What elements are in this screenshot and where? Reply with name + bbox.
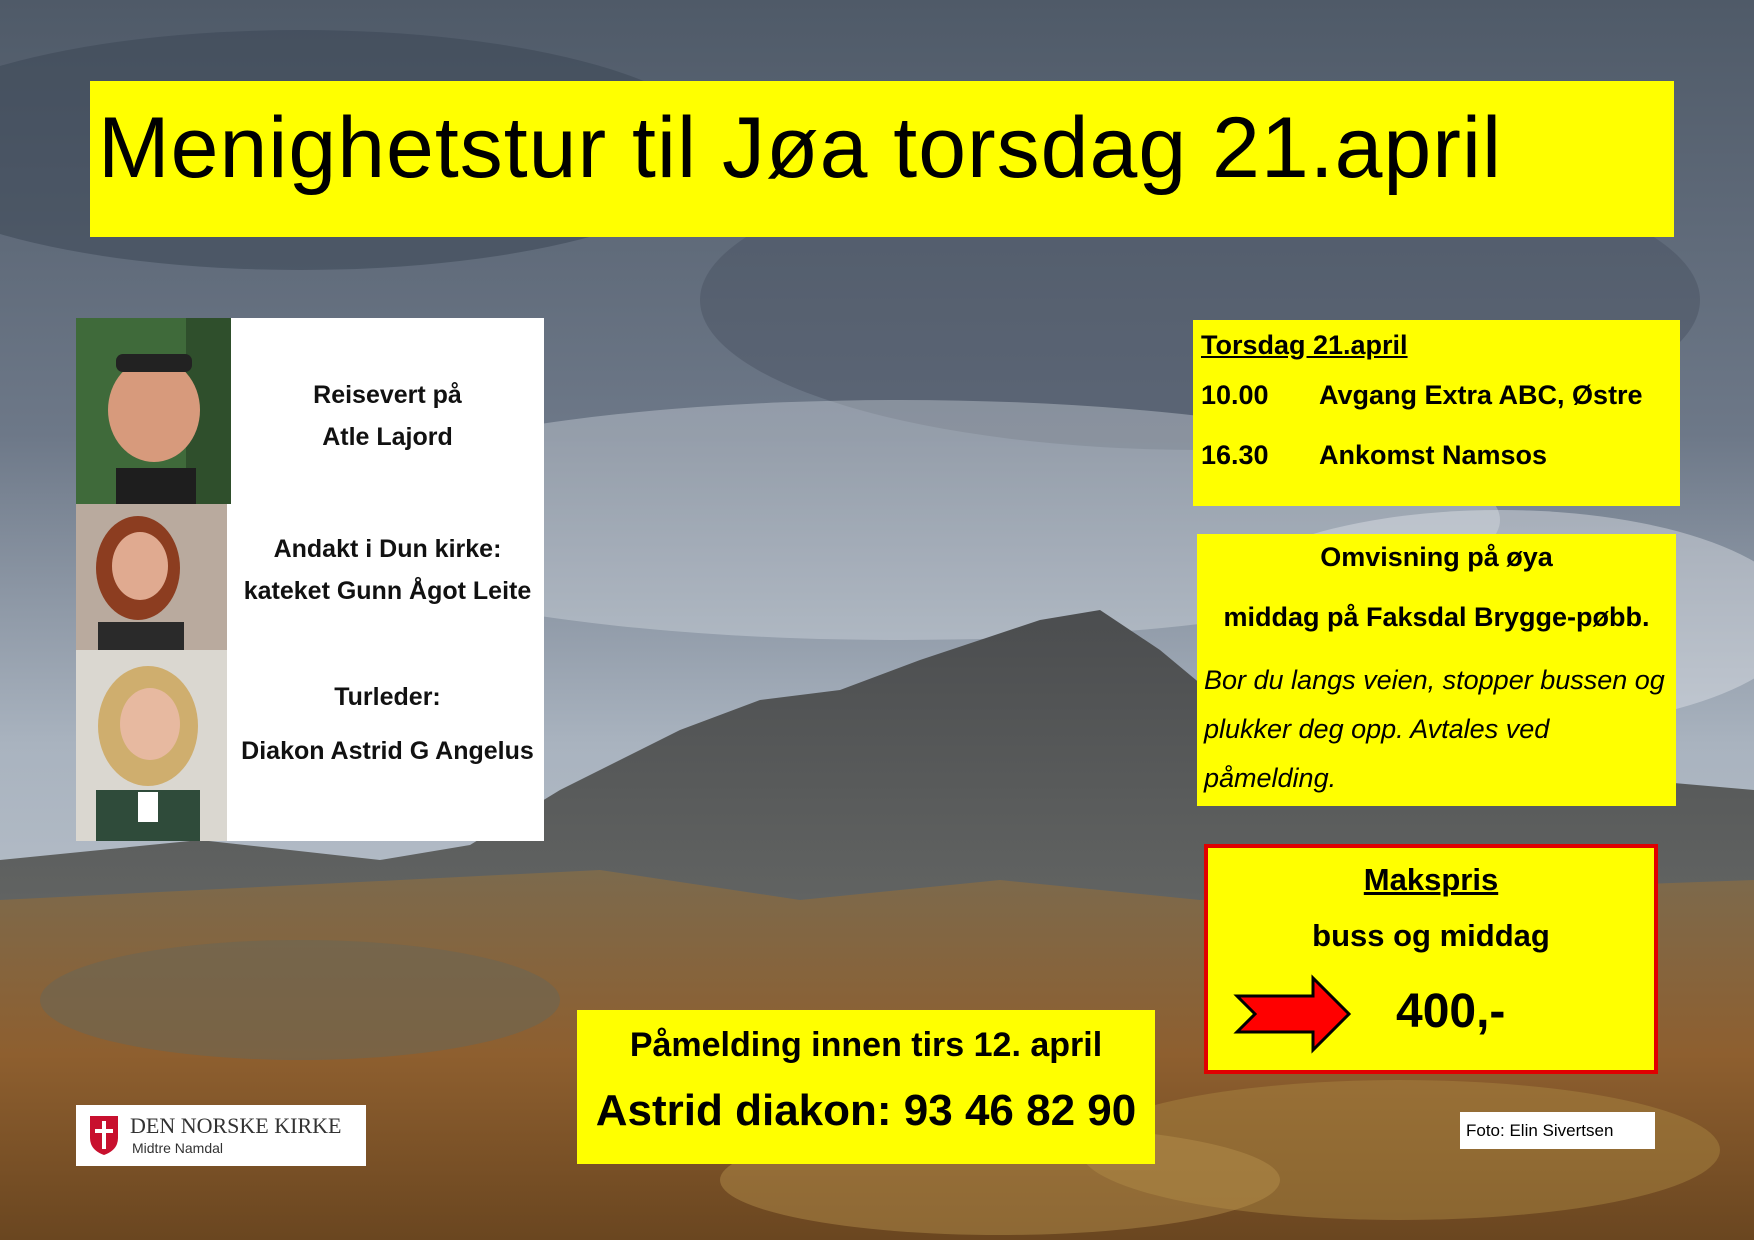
person-leader bbox=[76, 650, 544, 841]
info-tour: Omvisning på øya bbox=[1320, 542, 1553, 572]
info-box bbox=[1197, 534, 1676, 806]
schedule-row bbox=[1201, 440, 1547, 471]
devotion-name: kateket Gunn Ågot Leite bbox=[243, 577, 532, 605]
signup-box bbox=[577, 1010, 1155, 1164]
price-amount: 400,- bbox=[1396, 985, 1506, 1038]
church-shield-icon bbox=[88, 1114, 120, 1156]
price-subtitle: buss og middag bbox=[1312, 918, 1550, 953]
host-photo bbox=[76, 318, 231, 504]
church-logo bbox=[76, 1105, 366, 1166]
signup-contact: Astrid diakon: 93 46 82 90 bbox=[595, 1086, 1137, 1135]
host-role: Reisevert på bbox=[313, 381, 462, 409]
price-box bbox=[1204, 844, 1658, 1074]
leader-role: Turleder: bbox=[334, 683, 441, 711]
people-panel bbox=[76, 318, 544, 841]
arrow-right-icon bbox=[1233, 974, 1353, 1054]
info-dinner: middag på Faksdal Brygge-pøbb. bbox=[1223, 602, 1650, 632]
signup-deadline: Påmelding innen tirs 12. april bbox=[629, 1026, 1103, 1064]
info-pickup-note: Bor du langs veien, stopper bussen og plukker deg opp. Avtales ved påmelding. bbox=[1204, 665, 1665, 793]
schedule-heading: Torsdag 21.april bbox=[1201, 330, 1408, 360]
title-banner bbox=[90, 81, 1674, 237]
schedule-text: Avgang Extra ABC, Østre bbox=[1319, 380, 1643, 410]
devotion-photo bbox=[76, 504, 227, 650]
leader-photo bbox=[76, 650, 227, 841]
photo-credit bbox=[1460, 1112, 1655, 1149]
schedule-box bbox=[1193, 320, 1680, 506]
photo-credit-text: Foto: Elin Sivertsen bbox=[1466, 1121, 1614, 1140]
devotion-role: Andakt i Dun kirke: bbox=[273, 535, 502, 563]
logo-name: DEN NORSKE KIRKE bbox=[130, 1113, 342, 1138]
schedule-text: Ankomst Namsos bbox=[1319, 440, 1548, 470]
person-devotion bbox=[76, 504, 544, 650]
schedule-row bbox=[1201, 380, 1643, 411]
price-title: Makspris bbox=[1363, 862, 1499, 897]
person-host bbox=[76, 318, 544, 504]
schedule-time: 10.00 bbox=[1201, 380, 1269, 410]
page-title: Menighetstur til Jøa torsdag 21.april bbox=[98, 100, 1503, 196]
logo-subtitle: Midtre Namdal bbox=[132, 1140, 224, 1156]
host-name: Atle Lajord bbox=[322, 423, 453, 451]
leader-name: Diakon Astrid G Angelus bbox=[241, 737, 534, 765]
schedule-time: 16.30 bbox=[1201, 440, 1269, 470]
